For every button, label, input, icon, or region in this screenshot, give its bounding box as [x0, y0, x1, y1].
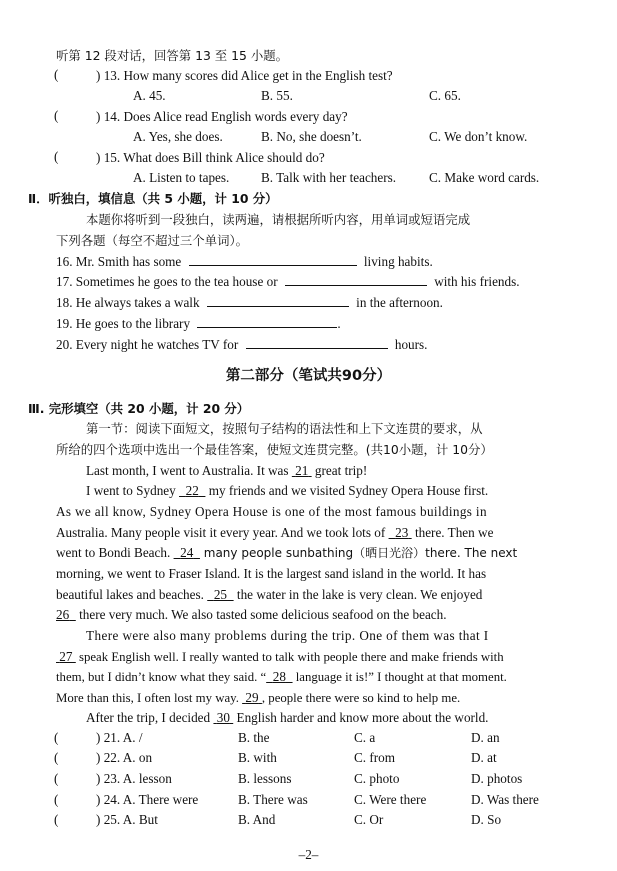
passage-line: morning, we went to Fraser Island. It is the largest sand island in the world. It has — [56, 566, 487, 581]
answer-paren: ( — [54, 812, 59, 827]
answer-paren: ( — [54, 67, 59, 82]
passage-line — [56, 668, 507, 686]
answer-paren: ( — [54, 108, 59, 123]
passage-text: Last month, I went to Australia. It was — [86, 463, 292, 478]
passage-text: speak English well. I really wanted to talk with people there and make friends with — [75, 650, 504, 664]
answer-blank[interactable] — [285, 273, 427, 286]
item-text: 16. Mr. Smith has some — [56, 254, 182, 269]
cloze-option-22b: B. with — [238, 750, 277, 765]
passage-line — [56, 524, 493, 541]
blank-number — [207, 587, 233, 602]
cloze-option-25c: C. Or — [354, 812, 384, 827]
cloze-option-24c: C. Were there — [354, 792, 427, 807]
passage-text: many people sunbathing（晒日光浴）there. The next — [199, 546, 518, 560]
passage-text: English harder and know more about the world. — [233, 710, 489, 725]
blank-number — [179, 483, 205, 498]
passage-text: Australia. Many people visit it every year. And we took lots of — [56, 525, 389, 540]
passage-line — [86, 462, 367, 479]
blank-number — [56, 649, 76, 664]
fill-item-20 — [56, 336, 427, 353]
passage-text: language it is!” I thought at that moment. — [292, 670, 507, 684]
blank-number-value: 28 — [272, 669, 286, 684]
cloze-option-23a: ) 23. A. lesson — [96, 771, 172, 786]
section-2-instruction-2: 下列各题（每空不超过三个单词）。 — [56, 233, 249, 248]
cloze-option-22d: D. at — [471, 750, 497, 765]
blank-number-value: 23 — [395, 525, 409, 540]
passage-text: beautiful lakes and beaches. — [56, 587, 208, 602]
option-14c: C. We don’t know. — [429, 129, 528, 144]
cloze-option-25b: B. And — [238, 812, 276, 827]
cloze-option-24a: ) 24. A. There were — [96, 792, 199, 807]
section-3-instruction-2: 所给的四个选项中选出一个最佳答案，使短文连贯完整。(共10小题，计 10分） — [56, 442, 493, 457]
option-15b: B. Talk with her teachers. — [261, 170, 397, 185]
passage-text: there very much. We also tasted some delicious seafood on the beach. — [75, 607, 447, 622]
item-text: with his friends. — [434, 274, 520, 289]
passage-line — [56, 689, 460, 707]
passage-line — [86, 482, 488, 499]
cloze-option-24d: D. Was there — [471, 792, 539, 807]
cloze-option-23c: C. photo — [354, 771, 400, 786]
section-2-instruction: 本题你将听到一段独白，读两遍，请根据所听内容，用单词或短语完成 — [86, 212, 471, 227]
section-3-instruction: 第一节：阅读下面短文，按照句子结构的语法性和上下文连贯的要求，从 — [86, 421, 483, 436]
passage-text: them, but I didn’t know what they said. “ — [56, 670, 267, 684]
passage-line — [56, 606, 447, 623]
answer-blank[interactable] — [246, 336, 388, 349]
fill-item-17 — [56, 273, 520, 290]
option-15a: A. Listen to tapes. — [133, 170, 230, 185]
blank-number — [56, 607, 76, 622]
answer-paren: ( — [54, 771, 59, 786]
option-13b: B. 55. — [261, 88, 293, 103]
blank-number — [266, 669, 292, 684]
blank-number-value: 27 — [59, 649, 73, 664]
answer-blank[interactable] — [207, 294, 349, 307]
section-3-heading: Ⅲ. 完形填空（共 20 小题，计 20 分） — [28, 401, 250, 416]
blank-number-value: 25 — [213, 587, 228, 602]
blank-number — [292, 463, 312, 478]
cloze-option-23d: D. photos — [471, 771, 523, 786]
item-text: 17. Sometimes he goes to the tea house or — [56, 274, 278, 289]
blank-number-value: 24 — [180, 545, 194, 560]
answer-paren: ( — [54, 750, 59, 765]
passage-text: the water in the lake is very clean. We enjoyed — [233, 587, 483, 602]
answer-blank[interactable] — [189, 253, 357, 266]
cloze-option-21b: B. the — [238, 730, 270, 745]
fill-item-19 — [56, 315, 341, 332]
blank-number-value: 22 — [185, 483, 199, 498]
passage-line: As we all know, Sydney Opera House is one of the most famous buildings in — [56, 504, 487, 519]
answer-paren: ( — [54, 149, 59, 164]
cloze-option-22c: C. from — [354, 750, 396, 765]
question-14: ) 14. Does Alice read English words every day? — [96, 109, 348, 124]
blank-number-value: 26 — [56, 607, 70, 622]
section-2-heading: Ⅱ．听独白，填信息（共 5 小题，计 10 分） — [28, 191, 278, 206]
passage-line — [86, 709, 488, 726]
passage-text: went to Bondi Beach. — [56, 545, 174, 560]
passage-text: I went to Sydney — [86, 483, 180, 498]
cloze-option-23b: B. lessons — [238, 771, 292, 786]
cloze-option-22a: ) 22. A. on — [96, 750, 153, 765]
passage-line — [56, 544, 517, 562]
blank-number-value: 30 — [216, 710, 230, 725]
item-text: . — [337, 316, 341, 331]
item-text: 18. He always takes a walk — [56, 295, 200, 310]
fill-item-16 — [56, 253, 433, 270]
option-13a: A. 45. — [133, 88, 166, 103]
answer-blank[interactable] — [197, 315, 337, 328]
listening-intro: 听第 12 段对话，回答第 13 至 15 小题。 — [56, 48, 289, 63]
option-14b: B. No, she doesn’t. — [261, 129, 362, 144]
item-text: in the afternoon. — [356, 295, 443, 310]
cloze-option-21d: D. an — [471, 730, 500, 745]
fill-item-18 — [56, 294, 443, 311]
blank-number — [213, 710, 233, 725]
cloze-option-25a: ) 25. A. But — [96, 812, 158, 827]
answer-paren: ( — [54, 792, 59, 807]
page-number: –2– — [298, 847, 319, 862]
cloze-option-21c: C. a — [354, 730, 376, 745]
cloze-option-21a: ) 21. A. / — [96, 730, 143, 745]
passage-line — [56, 586, 482, 603]
item-text: living habits. — [363, 254, 433, 269]
part-2-title: 第二部分（笔试共90分） — [225, 368, 392, 384]
passage-text: After the trip, I decided — [86, 710, 214, 725]
passage-line — [56, 648, 504, 666]
cloze-option-25d: D. So — [471, 812, 502, 827]
blank-number — [242, 690, 262, 705]
passage-text: great trip! — [311, 463, 368, 478]
passage-text: there. Then we — [411, 525, 494, 540]
blank-number-value: 29 — [245, 690, 259, 705]
item-text: 20. Every night he watches TV for — [56, 337, 239, 352]
passage-text: my friends and we visited Sydney Opera House first. — [205, 483, 489, 498]
blank-number-value: 21 — [295, 463, 309, 478]
passage-text: , people there were so kind to help me. — [261, 691, 461, 705]
passage-line: There were also many problems during the trip. One of them was that I — [86, 628, 489, 643]
question-15: ) 15. What does Bill think Alice should do? — [96, 150, 325, 165]
option-15c: C. Make word cards. — [429, 170, 540, 185]
cloze-option-24b: B. There was — [238, 792, 308, 807]
item-text: hours. — [394, 337, 428, 352]
question-13: ) 13. How many scores did Alice get in the English test? — [96, 68, 393, 83]
item-text: 19. He goes to the library — [56, 316, 191, 331]
passage-text: More than this, I often lost my way. — [56, 691, 243, 705]
option-14a: A. Yes, she does. — [133, 129, 223, 144]
blank-number — [174, 545, 200, 560]
blank-number — [389, 525, 412, 540]
answer-paren: ( — [54, 730, 59, 745]
option-13c: C. 65. — [429, 88, 461, 103]
